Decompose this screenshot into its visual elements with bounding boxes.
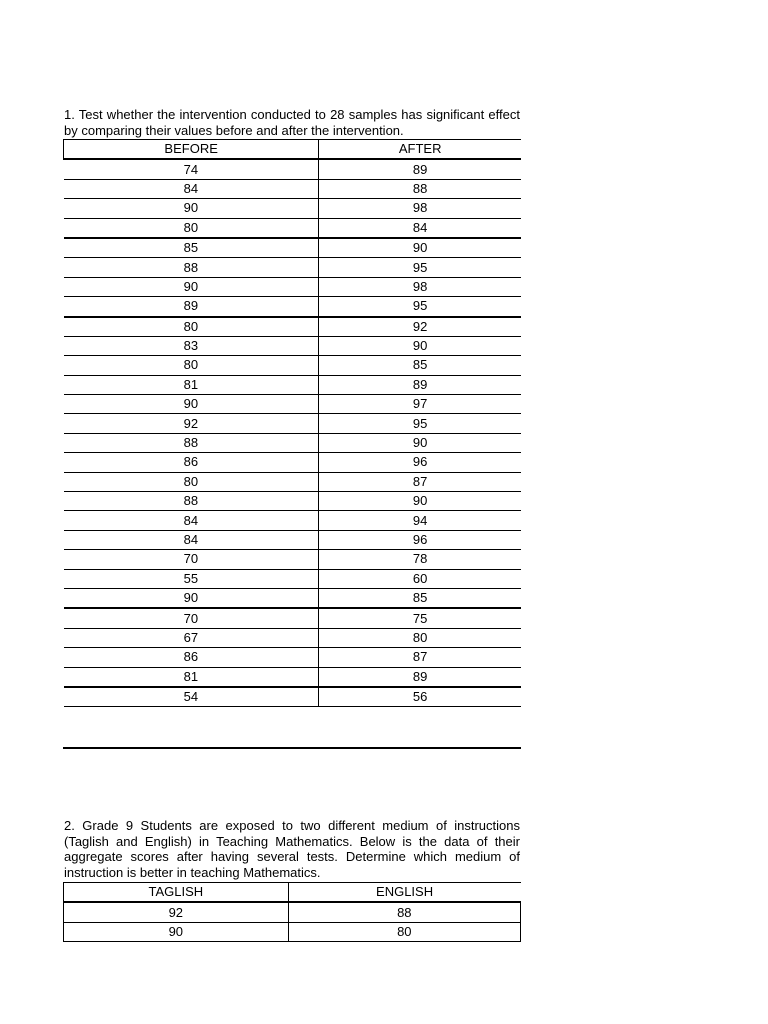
table-row xyxy=(64,922,521,941)
table-cell: 95 xyxy=(319,258,521,277)
table-row xyxy=(64,414,522,433)
table-cell: 80 xyxy=(64,472,319,491)
table-row xyxy=(64,687,522,707)
table-cell: 92 xyxy=(319,317,521,337)
table-header-row xyxy=(64,883,521,903)
table-row xyxy=(64,530,522,549)
column-header-before: BEFORE xyxy=(64,140,319,160)
table-cell: 75 xyxy=(319,608,521,628)
table-cell: 94 xyxy=(319,511,521,530)
table-cell: 80 xyxy=(64,356,319,375)
table-cell: 80 xyxy=(64,317,319,337)
table-cell: 70 xyxy=(64,550,319,569)
table-row xyxy=(64,179,522,198)
table-row xyxy=(64,628,522,647)
table-cell: 85 xyxy=(319,356,521,375)
table-cell: 60 xyxy=(319,569,521,588)
table-cell: 81 xyxy=(64,667,319,687)
table-cell: 84 xyxy=(64,179,319,198)
table-cell: 88 xyxy=(64,433,319,452)
table-row xyxy=(64,199,522,218)
table-row xyxy=(64,472,522,491)
table-row xyxy=(64,297,522,317)
table-cell: 89 xyxy=(319,159,521,179)
column-header-taglish: TAGLISH xyxy=(64,883,289,903)
table-cell: 80 xyxy=(64,218,319,238)
table-cell: 84 xyxy=(64,530,319,549)
table-row xyxy=(64,375,522,394)
table-cell: 98 xyxy=(319,277,521,296)
table-row xyxy=(64,277,522,296)
table-cell: 87 xyxy=(319,648,521,667)
table-cell: 85 xyxy=(64,238,319,258)
table-row xyxy=(64,159,522,179)
table-row xyxy=(64,569,522,588)
table-row xyxy=(64,258,522,277)
table-cell: 90 xyxy=(319,433,521,452)
table-cell: 96 xyxy=(319,453,521,472)
table-row xyxy=(64,648,522,667)
table-header-row xyxy=(64,140,522,160)
table-cell: 90 xyxy=(64,199,319,218)
table-cell: 92 xyxy=(64,414,319,433)
table-cell: 84 xyxy=(64,511,319,530)
table-cell: 56 xyxy=(319,687,521,707)
table-bottom-rule xyxy=(63,747,521,749)
table-cell: 78 xyxy=(319,550,521,569)
table-cell: 90 xyxy=(64,922,289,941)
table-cell: 85 xyxy=(319,588,521,608)
table-cell: 98 xyxy=(319,199,521,218)
table-cell: 74 xyxy=(64,159,319,179)
table-cell: 67 xyxy=(64,628,319,647)
table-row xyxy=(64,433,522,452)
table-row xyxy=(64,902,521,922)
question-2-text: 2. Grade 9 Students are exposed to two different medium of instructions (Taglish and English) in Teaching Mathematics. Below is the data of their aggregate scores after having several tests. Determine which medium of instruction is better in teaching Mathematics. xyxy=(64,818,520,880)
table-cell: 54 xyxy=(64,687,319,707)
table-row xyxy=(64,453,522,472)
table-row xyxy=(64,317,522,337)
table-row xyxy=(64,238,522,258)
table-cell: 90 xyxy=(64,395,319,414)
table-row xyxy=(64,667,522,687)
table-row xyxy=(64,511,522,530)
question-1-text: 1. Test whether the intervention conducted to 28 samples has significant effect by comparing their values before and after the intervention. xyxy=(64,107,520,138)
table-row xyxy=(64,608,522,628)
table-cell: 80 xyxy=(319,628,521,647)
table-cell: 88 xyxy=(319,179,521,198)
table-cell: 90 xyxy=(319,492,521,511)
before-after-table xyxy=(63,139,521,707)
table-cell: 55 xyxy=(64,569,319,588)
column-header-after: AFTER xyxy=(319,140,521,160)
table-cell: 88 xyxy=(64,492,319,511)
table-cell: 90 xyxy=(64,277,319,296)
table-cell: 95 xyxy=(319,297,521,317)
table-cell: 89 xyxy=(64,297,319,317)
table-row xyxy=(64,356,522,375)
table-cell: 92 xyxy=(64,902,289,922)
table-cell: 70 xyxy=(64,608,319,628)
table-row xyxy=(64,336,522,355)
table-cell: 88 xyxy=(288,902,520,922)
table-row xyxy=(64,395,522,414)
table-cell: 97 xyxy=(319,395,521,414)
table-cell: 87 xyxy=(319,472,521,491)
table-cell: 89 xyxy=(319,667,521,687)
table-row xyxy=(64,588,522,608)
taglish-english-table xyxy=(63,882,521,942)
table-cell: 90 xyxy=(319,238,521,258)
table-cell: 81 xyxy=(64,375,319,394)
table-cell: 90 xyxy=(64,588,319,608)
table-cell: 80 xyxy=(288,922,520,941)
table-cell: 84 xyxy=(319,218,521,238)
table-cell: 88 xyxy=(64,258,319,277)
table-cell: 86 xyxy=(64,648,319,667)
table-row xyxy=(64,550,522,569)
column-header-english: ENGLISH xyxy=(288,883,520,903)
table-cell: 90 xyxy=(319,336,521,355)
table-row xyxy=(64,218,522,238)
table-cell: 96 xyxy=(319,530,521,549)
table-cell: 89 xyxy=(319,375,521,394)
table-cell: 86 xyxy=(64,453,319,472)
table-cell: 83 xyxy=(64,336,319,355)
table-row xyxy=(64,492,522,511)
table-cell: 95 xyxy=(319,414,521,433)
